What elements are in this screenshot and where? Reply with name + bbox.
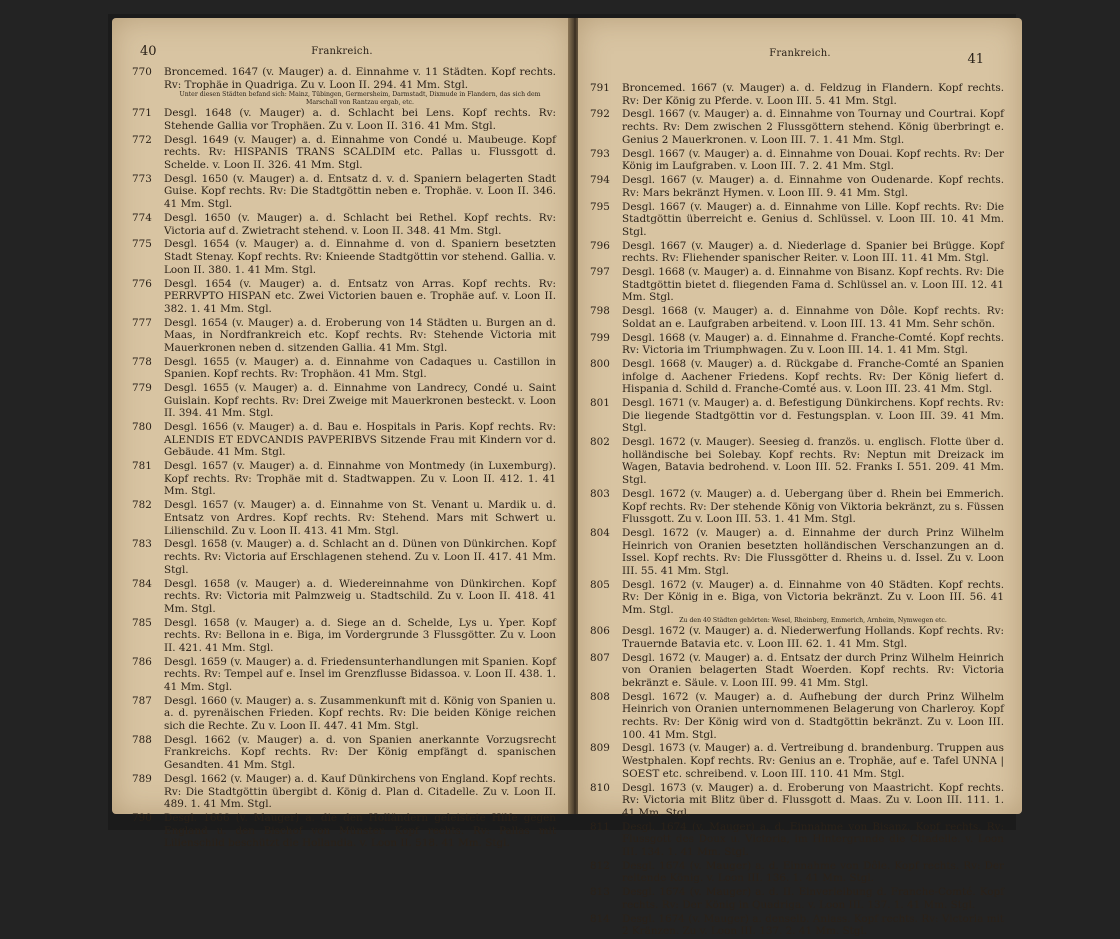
entry-number: 810 xyxy=(590,781,610,794)
entry-text: Desgl. 1668 (v. Mauger) a. d. Einnahme von Dôle. Kopf rechts. Rv: Soldat an e. Laufgraben arbeitend. v. Loon III. 13. 41 Mm. Sehr schön. xyxy=(622,305,1004,330)
entry-number: 794 xyxy=(590,174,610,187)
catalog-entry xyxy=(132,773,556,811)
catalog-entry xyxy=(590,201,1004,239)
entry-list xyxy=(590,82,1004,939)
entry-number: 814 xyxy=(590,912,610,925)
entry-number: 791 xyxy=(590,82,610,94)
entry-text: Desgl. 1658 (v. Mauger) a. d. Siege an d. Schelde, Lys u. Yper. Kopf rechts. Rv: Bellona in e. Biga, im Vordergrunde 3 Flussgötter. Zu v. Loon II. 421. 41 Mm. Stgl. xyxy=(164,616,556,654)
entry-number: 806 xyxy=(590,625,610,638)
entry-text: Desgl. 1659 (v. Mauger) a. d. Friedensunterhandlungen mit Spanien. Kopf rechts. Rv: Tempel auf e. Insel im Grenzflusse Bidassoa. v. Loon II. 438. 1. 41 Mm. Stgl. xyxy=(164,655,556,693)
entry-number: 796 xyxy=(590,239,610,252)
entry-text: Desgl. 1648 (v. Mauger) a. d. Schlacht bei Lens. Kopf rechts. Rv: Stehende Gallia vor Trophäen. Zu v. Loon II. 316. 41 Mm. Stgl. xyxy=(164,107,556,132)
entry-text: Desgl. 1655 (v. Mauger) a. d. Einnahme von Cadaques u. Castillon in Spanien. Kopf rechts. Rv: Trophäon. 41 Mm. Stgl. xyxy=(164,355,556,381)
catalog-entry xyxy=(132,134,556,172)
entry-text: Desgl. 1666 (v. Mauger) a. die den Holländern geleistete Hilfe gegen England u. den Bischof von Münster. Kopf rechts. Rv: Pallas mit Lilienschild beschützt die Hollandia. v. Loon II. 518. 41 Mm. Stgl. xyxy=(164,812,556,850)
running-head: Frankreich. xyxy=(311,46,373,57)
catalog-entry xyxy=(132,695,556,733)
left-page xyxy=(112,18,572,850)
catalog-entry xyxy=(590,148,1004,173)
entry-number: 799 xyxy=(590,331,610,344)
catalog-entry xyxy=(590,691,1004,741)
entry-number: 808 xyxy=(590,690,610,703)
catalog-entry xyxy=(132,578,556,616)
entry-text: Desgl. 1657 (v. Mauger) a. d. Einnahme von Montmedy (in Luxemburg). Kopf rechts. Rv: Trophäe mit d. Stadtwappen. Zu v. Loon II. 412. 1. 41 Mm. Stgl. xyxy=(164,460,556,498)
catalog-entry xyxy=(590,397,1004,435)
entry-text: Desgl. 1662 (v. Mauger) a. d. Kauf Dünkirchens von England. Kopf rechts. Rv: Die Stadtgöttin übergibt d. König d. Plan d. Citadelle. Zu v. Loon II. 489. 1. 41 Mm. Stgl. xyxy=(164,772,556,811)
catalog-entry xyxy=(590,332,1004,357)
entry-text: Desgl. 1667 (v. Mauger) a. d. Einnahme von Lille. Kopf rechts. Rv: Die Stadtgöttin überreicht e. Genius d. Schlüssel. v. Loon III. 10. 41 Mm. Stgl. xyxy=(622,200,1004,238)
entry-number: 776 xyxy=(132,277,152,290)
entry-text: Desgl. 1654 (v. Mauger) a. d. Entsatz von Arras. Kopf rechts. Rv: PERRVPTO HISPAN etc. Zwei Victorien bauen e. Trophäe auf. v. Loon II. 382. 1. 41 Mm. Stgl. xyxy=(164,277,556,315)
entry-number: 800 xyxy=(590,358,610,371)
entry-text: Desgl. 1656 (v. Mauger) a. d. Bau e. Hospitals in Paris. Kopf rechts. Rv: ALENDIS ET EDVCANDIS PAVPERIBVS Sitzende Frau mit Kindern vor d. Gebäude. 41 Mm. Stgl. xyxy=(164,421,556,459)
entry-number: 792 xyxy=(590,108,610,121)
entry-text: Desgl. 1667 (v. Mauger) a. d. Einnahme von Oudenarde. Kopf rechts. Rv: Mars bekränzt Hymen. v. Loon III. 9. 41 Mm. Stgl. xyxy=(622,174,1004,199)
entry-number: 801 xyxy=(590,397,610,410)
catalog-entry xyxy=(132,421,556,459)
right-page xyxy=(578,18,1022,938)
entry-text: Desgl. 1672 (v. Mauger). Seesieg d. französ. u. englisch. Flotte über d. holländische bei Solebay. Kopf rechts. Rv: Neptun mit Dreizack im Wagen, Batavia bedrohend. v. Loon III. 52. Franks I. 551. 209. 41 Mm. Stgl. xyxy=(622,436,1004,487)
entry-number: 784 xyxy=(132,577,152,590)
entry-number: 787 xyxy=(132,694,152,707)
catalog-entry xyxy=(590,652,1004,690)
entry-number: 813 xyxy=(590,886,610,899)
entry-text: Desgl. 1667 (v. Mauger) a. d. Einnahme von Tournay und Courtrai. Kopf rechts. Rv: Dem zwischen 2 Flussgöttern stehend. König überbringt e. Genius 2 Mauerkronen. v. Loon III. 7. 1. 41 Mm. Stgl. xyxy=(622,108,1004,146)
entry-text: Desgl. 1672 (v. Mauger) a. d. Einnahme der durch Prinz Wilhelm Heinrich von Oranien besetzten holländischen Verschanzungen an d. Issel. Kopf rechts. Rv: Die Flussgötter d. Rheins u. d. Issel. Zu v. Loon III. 55. 41 Mm. Stgl. xyxy=(622,527,1004,577)
entry-text: Desgl. 1667 (v. Mauger) a. d. Einnahme von Douai. Kopf rechts. Rv: Der König im Laufgraben. v. Loon III. 7. 2. 41 Mm. Stgl. xyxy=(622,147,1004,173)
catalog-entry xyxy=(132,538,556,576)
catalog-entry xyxy=(590,742,1004,780)
entry-text: Desgl. 1674 (v. Mauger) a. denselb. Anlass. Kopf rechts. Rv: Victoria mit 2 Kränzen. Zu v. Loon III. 137. 2. 41 Mm. Stgl. xyxy=(622,912,1004,938)
entry-number: 802 xyxy=(590,436,610,449)
entry-number: 773 xyxy=(132,172,152,185)
catalog-entry xyxy=(590,266,1004,304)
entry-text: Desgl. 1668 (v. Mauger) a. d. Rückgabe d. Franche-Comté an Spanien infolge d. Aachener Friedens. Kopf rechts. Rv: Der König liefert d. Hispania d. Schild d. Franche-Comté aus. v. Loon III. 23. 41 Mm. Stgl. xyxy=(622,358,1004,396)
catalog-entry xyxy=(132,617,556,655)
entry-number: 775 xyxy=(132,238,152,251)
entry-text: Desgl. 1673 (v. Mauger) a. d. Eroberung von Maastricht. Kopf rechts. Rv: Victoria mit Blitz über d. Flussgott d. Maas. Zu v. Loon III. 111. 1. 41 Mm. Stgl. xyxy=(622,781,1004,819)
catalog-entry xyxy=(132,278,556,316)
entry-number: 805 xyxy=(590,578,610,591)
entry-text: Desgl. 1668 (v. Mauger) a. d. Einnahme d. Franche-Comté. Kopf rechts. Rv: Victoria im Triumphwagen. Zu v. Loon III. 14. 1. 41 Mm. Stgl. xyxy=(622,331,1004,357)
entry-text: Desgl. 1654 (v. Mauger) a. d. Eroberung von 14 Städten u. Burgen an d. Maas, in Nordfrankreich etc. Kopf rechts. Rv: Stehende Victoria mit Mauerkronen neben d. sitzenden Gallia. 41 Mm. Stgl. xyxy=(164,316,556,354)
catalog-entry xyxy=(590,436,1004,486)
entry-number: 770 xyxy=(132,66,152,78)
entry-text: Desgl. 1662 (v. Mauger) a. d. von Spanien anerkannte Vorzugsrecht Frankreichs. Kopf rechts. Rv: Der König empfängt d. spanischen Gesandten. 41 Mm. Stgl. xyxy=(164,733,556,772)
entry-text: Desgl. 1672 (v. Mauger) a. d. Einnahme von 40 Städten. Kopf rechts. Rv: Der König in e. Biga, von Victoria bekränzt. Zu v. Loon III. 56. 41 Mm. Stgl. xyxy=(622,578,1004,616)
entry-number: 778 xyxy=(132,355,152,368)
footnote: Unter diesen Städten befand sich: Mainz, Tübingen, Germersheim, Darmstadt, Dixmude in Flandern, das sich dem Marschall von Rantzau ergab, etc. xyxy=(179,91,541,106)
catalog-entry xyxy=(132,356,556,381)
catalog-entry xyxy=(590,860,1004,885)
entry-number: 807 xyxy=(590,651,610,664)
entry-number: 785 xyxy=(132,616,152,629)
entry-text: Desgl. 1672 (v. Mauger) a. d. Uebergang über d. Rhein bei Emmerich. Kopf rechts. Rv: Der stehende König von Viktoria bekränzt, zu s. Füssen Flussgott. Zu v. Loon III. 53. 1. 41 Mm. Stgl. xyxy=(622,487,1004,526)
entry-number: 777 xyxy=(132,316,152,329)
entry-number: 809 xyxy=(590,742,610,755)
catalog-entry xyxy=(132,460,556,498)
entry-text: Desgl. 1674 (v. Mauger) a. d. Einnahme von Bisanz. Kopf rechts. Rv: Flussgott des Doux u. Victoria, im Hintergrunde die Citadelle. v. Loon III. 134. 1. 41 Mm. Stgl. xyxy=(622,820,1004,858)
entry-number: 803 xyxy=(590,487,610,500)
entry-text: Desgl. 1668 (v. Mauger) a. d. Einnahme von Bisanz. Kopf rechts. Rv: Die Stadtgöttin bietet d. fliegenden Fama d. Schlüssel an. v. Loon III. 12. 41 Mm. Stgl. xyxy=(622,266,1004,304)
catalog-entry xyxy=(590,625,1004,650)
catalog-entry xyxy=(590,782,1004,820)
entry-text: Desgl. 1654 (v. Mauger) a. d. Einnahme d. von d. Spaniern besetzten Stadt Stenay. Kopf rechts. Rv: Knieende Stadtgöttin vor stehend. Gallia. v. Loon II. 380. 1. 41 Mm. Stgl. xyxy=(164,238,556,276)
entry-list xyxy=(132,66,556,851)
catalog-entry xyxy=(132,656,556,694)
entry-number: 804 xyxy=(590,527,610,540)
entry-number: 782 xyxy=(132,499,152,512)
entry-text: Desgl. 1650 (v. Mauger) a. d. Schlacht bei Rethel. Kopf rechts. Rv: Victoria auf d. Zwietracht stehend. v. Loon II. 348. 41 Mm. Stgl. xyxy=(164,211,556,237)
entry-number: 811 xyxy=(590,820,610,833)
entry-number: 774 xyxy=(132,211,152,224)
catalog-entry xyxy=(590,821,1004,859)
entry-text: Desgl. 1672 (v. Mauger) a. d. Niederwerfung Hollands. Kopf rechts. Rv: Trauernde Batavia etc. v. Loon III. 62. 1. 41 Mm. Stgl. xyxy=(622,625,1004,650)
entry-text: Desgl. 1658 (v. Mauger) a. d. Schlacht an d. Dünen von Dünkirchen. Kopf rechts. Rv: Victoria auf Erschlagenen stehend. Zu v. Loon II. 417. 41 Mm. Stgl. xyxy=(164,538,556,576)
entry-text: Desgl. 1657 (v. Mauger) a. d. Einnahme von St. Venant u. Mardik u. d. Entsatz von Ardres. Kopf rechts. Rv: Stehend. Mars mit Schwert u. Lilienschild. Zu v. Loon II. 413. 41 Mm. Stgl. xyxy=(164,499,556,537)
catalog-entry xyxy=(132,317,556,355)
catalog-entry xyxy=(132,66,556,91)
catalog-entry xyxy=(590,527,1004,577)
catalog-entry xyxy=(590,886,1004,911)
catalog-entry xyxy=(590,108,1004,146)
catalog-entry xyxy=(590,358,1004,396)
entry-number: 781 xyxy=(132,460,152,473)
catalog-entry xyxy=(132,382,556,420)
catalog-entry xyxy=(590,913,1004,938)
catalog-entry xyxy=(132,212,556,237)
entry-text: Desgl. 1673 (v. Mauger) a. d. Vertreibung d. brandenburg. Truppen aus Westphalen. Kopf rechts. Rv: Genius an e. Trophäe, auf e. Tafel UNNA | SOEST etc. schreibend. v. Loon III. 110. 41 Mm. Stgl. xyxy=(622,742,1004,780)
catalog-entry xyxy=(132,107,556,132)
entry-number: 789 xyxy=(132,772,152,785)
entry-text: Desgl. 1674 (v. Mauger) a. d. Einnahme von Dôle. Kopf rechts. Rv: Der reitende König. v. Loon III. 136. 1. 41 Mm. Stgl. xyxy=(622,859,1004,885)
entry-number: 788 xyxy=(132,733,152,746)
entry-number: 783 xyxy=(132,538,152,551)
footnote: Zu den 40 Städten gehörten: Wesel, Rheinberg, Emmerich, Arnheim, Nymwegen etc. xyxy=(679,616,947,624)
catalog-entry xyxy=(132,173,556,211)
entry-text: Desgl. 1672 (v. Mauger) a. d. Aufhebung der durch Prinz Wilhelm Heinrich von Oranien unternommenen Belagerung von Charleroy. Kopf rechts. Rv: Der König wird von d. Stadtgöttin bekränzt. Zu v. Loon III. 100. 41 Mm. Stgl. xyxy=(622,690,1004,741)
entry-text: Desgl. 1671 (v. Mauger) a. d. Befestigung Dünkirchens. Kopf rechts. Rv: Die liegende Stadtgöttin vor d. Festungsplan. v. Loon III. 39. 41 Mm. Stgl. xyxy=(622,397,1004,435)
entry-number: 771 xyxy=(132,107,152,120)
page-number: 40 xyxy=(140,44,157,59)
entry-text: Desgl. 1655 (v. Mauger) a. d. Einnahme von Landrecy, Condé u. Saint Guislain. Kopf rechts. Rv: Drei Zweige mit Mauerkronen besteckt. v. Loon II. 394. 41 Mm. Stgl. xyxy=(164,382,556,420)
catalog-entry xyxy=(590,240,1004,265)
catalog-entry xyxy=(132,812,556,850)
catalog-entry xyxy=(132,238,556,276)
catalog-entry xyxy=(590,579,1004,617)
catalog-entry xyxy=(132,734,556,772)
catalog-entry xyxy=(590,82,1004,107)
entry-text: Desgl. 1667 (v. Mauger) a. d. Niederlage d. Spanier bei Brügge. Kopf rechts. Rv: Fliehender spanischer Reiter. v. Loon III. 11. 41 Mm. Stgl. xyxy=(622,239,1004,265)
entry-text: Desgl. 1674 (v. Mauger) a. d. II. Einverleibung d. Franche-Comté. Kopf rechts. Rv: Der König in Quadriga. v. Loon III. 137. 1. 41 Mm. Stgl. xyxy=(622,886,1004,911)
entry-number: 795 xyxy=(590,200,610,213)
entry-text: Desgl. 1650 (v. Mauger) a. d. Entsatz d. v. d. Spaniern belagerten Stadt Guise. Kopf rechts. Rv: Die Stadtgöttin neben e. Trophäe. v. Loon II. 346. 41 Mm. Stgl. xyxy=(164,172,556,211)
catalog-entry xyxy=(590,174,1004,199)
entry-text: Desgl. 1660 (v. Mauger) a. s. Zusammenkunft mit d. König von Spanien u. a. d. pyrenäischen Frieden. Kopf rechts. Rv: Die beiden Könige reichen sich die Rechte. Zu v. Loon II. 447. 41 Mm. Stgl. xyxy=(164,694,556,732)
entry-text: Broncemed. 1647 (v. Mauger) a. d. Einnahme v. 11 Städten. Kopf rechts. Rv: Trophäe in Quadriga. Zu v. Loon II. 294. 41 Mm. Stgl. xyxy=(164,66,556,91)
page-number: 41 xyxy=(967,52,984,67)
entry-number: 790 xyxy=(132,812,152,824)
entry-number: 786 xyxy=(132,655,152,668)
entry-number: 779 xyxy=(132,382,152,395)
catalog-entry xyxy=(590,488,1004,526)
running-head: Frankreich. xyxy=(769,48,831,59)
entry-number: 793 xyxy=(590,147,610,160)
entry-text: Desgl. 1649 (v. Mauger) a. d. Einnahme von Condé u. Maubeuge. Kopf rechts. Rv: HISPANIS TRANS SCALDIM etc. Pallas u. Flussgott d. Schelde. v. Loon II. 326. 41 Mm. Stgl. xyxy=(164,133,556,171)
entry-number: 780 xyxy=(132,421,152,434)
entry-number: 772 xyxy=(132,133,152,146)
entry-number: 812 xyxy=(590,859,610,872)
entry-text: Desgl. 1672 (v. Mauger) a. d. Entsatz der durch Prinz Wilhelm Heinrich von Oranien belagerten Stadt Woerden. Kopf rechts. Rv: Victoria bekränzt e. Säule. v. Loon III. 99. 41 Mm. Stgl. xyxy=(622,651,1004,689)
entry-text: Desgl. 1658 (v. Mauger) a. d. Wiedereinnahme von Dünkirchen. Kopf rechts. Rv: Victoria mit Palmzweig u. Stadtschild. Zu v. Loon II. 418. 41 Mm. Stgl. xyxy=(164,577,556,615)
entry-number: 798 xyxy=(590,305,610,318)
catalog-entry xyxy=(590,305,1004,330)
catalog-entry xyxy=(132,499,556,537)
entry-number: 797 xyxy=(590,266,610,279)
entry-text: Broncemed. 1667 (v. Mauger) a. d. Feldzug in Flandern. Kopf rechts. Rv: Der König zu Pferde. v. Loon III. 5. 41 Mm. Stgl. xyxy=(622,82,1004,107)
